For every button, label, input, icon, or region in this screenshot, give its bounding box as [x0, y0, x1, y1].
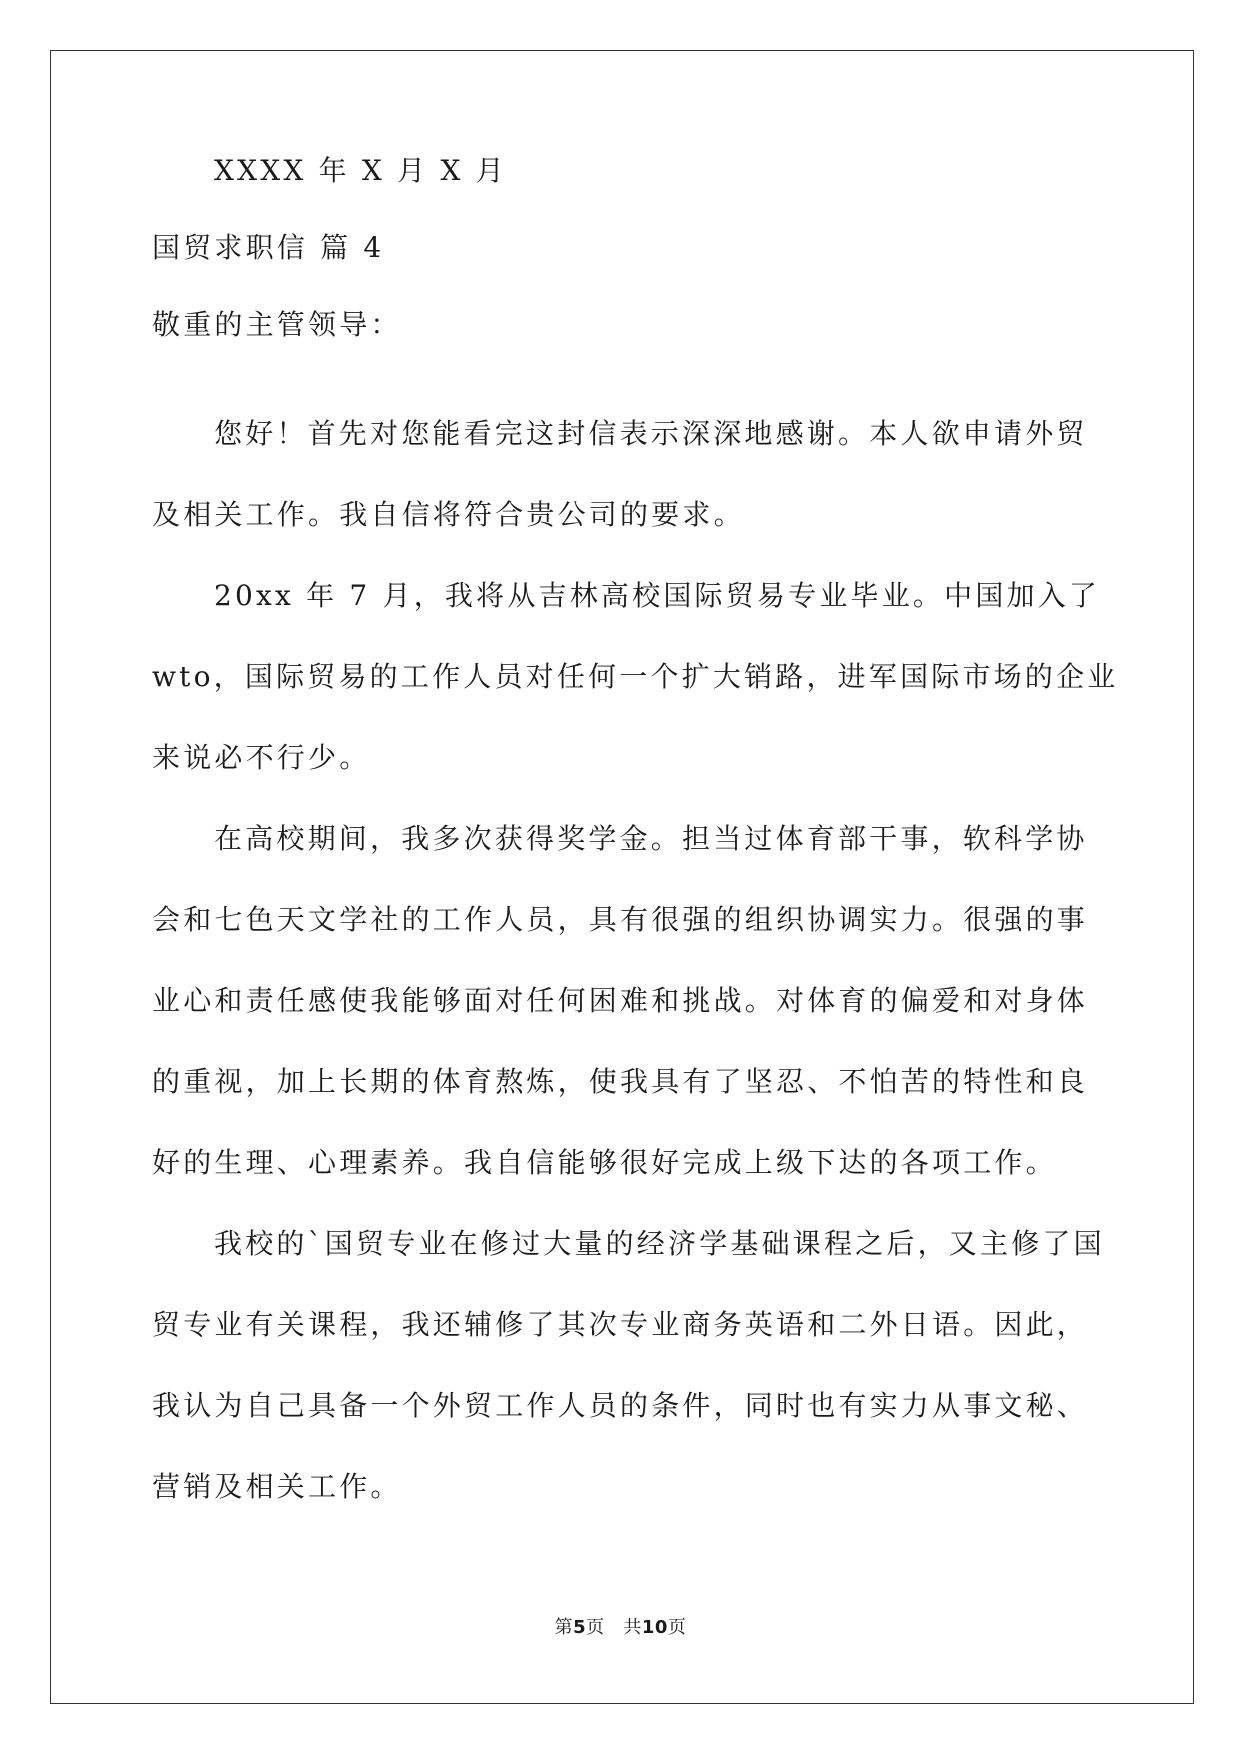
body-line-8: 业心和责任感使我能够面对任何困难和挑战。对体育的偏爱和对身体 — [152, 984, 1089, 1017]
footer-page-suffix: 页 — [586, 1617, 605, 1638]
page-border — [50, 50, 1194, 1704]
body-line-1: 您好！首先对您能看完这封信表示深深地感谢。本人欲申请外贸 — [214, 417, 1088, 450]
section-title: 国贸求职信 篇 4 — [152, 231, 385, 264]
body-line-7: 会和七色天文学社的工作人员，具有很强的组织协调实力。很强的事 — [152, 903, 1089, 936]
date-line: XXXX 年 X 月 X 月 — [214, 154, 507, 187]
footer-total-pages: 10 — [641, 1617, 668, 1638]
footer-total-suffix: 页 — [667, 1617, 687, 1638]
body-line-9: 的重视，加上长期的体育熬炼，使我具有了坚忍、不怕苦的特性和良 — [152, 1065, 1089, 1098]
body-line-13: 我认为自己具备一个外贸工作人员的条件，同时也有实力从事文秘、 — [152, 1389, 1089, 1422]
body-line-4: wto，国际贸易的工作人员对任何一个扩大销路，进军国际市场的企业 — [152, 660, 1119, 693]
body-line-14: 营销及相关工作。 — [152, 1470, 402, 1503]
footer-page-number: 5 — [573, 1617, 587, 1638]
body-line-11: 我校的`国贸专业在修过大量的经济学基础课程之后，又主修了国 — [214, 1227, 1105, 1260]
page-footer — [0, 1616, 1241, 1640]
footer-total-prefix: 共 — [623, 1617, 642, 1638]
body-line-6: 在高校期间，我多次获得奖学金。担当过体育部干事，软科学协 — [214, 822, 1088, 855]
body-line-2: 及相关工作。我自信将符合贵公司的要求。 — [152, 498, 745, 531]
salutation: 敬重的主管领导： — [152, 308, 402, 341]
body-line-12: 贸专业有关课程，我还辅修了其次专业商务英语和二外日语。因此， — [152, 1308, 1089, 1341]
body-line-10: 好的生理、心理素养。我自信能够很好完成上级下达的各项工作。 — [152, 1146, 1057, 1179]
body-line-5: 来说必不行少。 — [152, 741, 371, 774]
footer-page-prefix: 第 — [554, 1617, 574, 1638]
body-line-3: 20xx 年 7 月，我将从吉林高校国际贸易专业毕业。中国加入了 — [214, 579, 1101, 612]
